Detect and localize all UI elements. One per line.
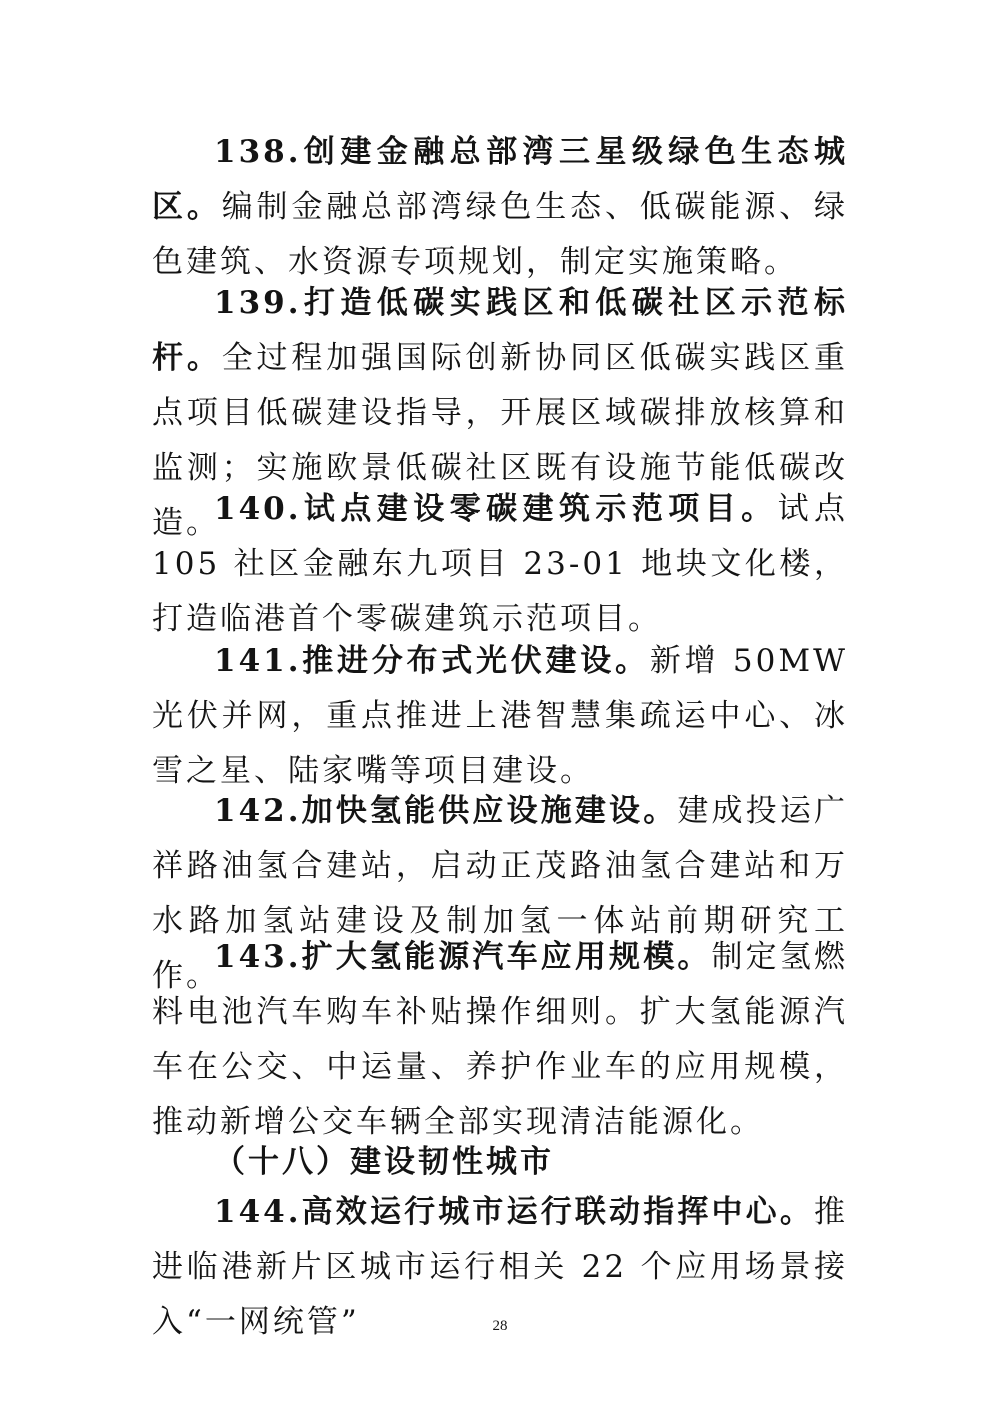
paragraph-heading: 144.高效运行城市运行联动指挥中心。: [214, 1194, 814, 1230]
paragraph-heading: 143.扩大氢能源汽车应用规模。: [214, 939, 712, 975]
page-number: 28: [492, 1318, 508, 1334]
paragraph-heading: 138.创建金融总部湾三星级绿色生态城区。: [152, 134, 848, 225]
paragraph-heading: 141.推进分布式光伏建设。: [214, 643, 650, 679]
paragraph-138: [152, 125, 848, 290]
paragraph-heading: 142.加快氢能供应设施建设。: [214, 793, 678, 829]
paragraph-body: 全过程加强国际创新协同区低碳实践区重点项目低碳建设指导，开展区域碳排放核算和监测；实施欧景低碳社区既有设施节能低碳改造。: [152, 340, 849, 541]
paragraph-body: 制定氢燃料电池汽车购车补贴操作细则。扩大氢能源汽车在公交、中运量、养护作业车的应用规模，推动新增公交车辆全部实现清洁能源化。: [152, 939, 848, 1140]
paragraph-heading: 140.试点建设零碳建筑示范项目。: [214, 491, 778, 527]
paragraph-body: 推进临港新片区城市运行相关 22 个应用场景接入“一网统管”: [152, 1194, 848, 1340]
section-heading: （十八）建设韧性城市: [214, 1144, 554, 1180]
paragraph-body: 编制金融总部湾绿色生态、低碳能源、绿色建筑、水资源专项规划，制定实施策略。: [152, 189, 849, 280]
paragraph-heading: 139.打造低碳实践区和低碳社区示范标杆。: [152, 285, 848, 376]
paragraph-body: 新增 50MW 光伏并网，重点推进上港智慧集疏运中心、冰雪之星、陆家嘴等项目建设。: [152, 643, 848, 789]
paragraph-body: 建成投运广祥路油氢合建站，启动正茂路油氢合建站和万水路加氢站建设及制加氢一体站前期研究工作。: [152, 793, 848, 994]
paragraph-141: [152, 634, 848, 799]
paragraph-140: [152, 482, 848, 647]
paragraph-143: [152, 930, 848, 1150]
paragraph-body: 试点 105 社区金融东九项目 23-01 地块文化楼，打造临港首个零碳建筑示范项目。: [152, 491, 848, 637]
